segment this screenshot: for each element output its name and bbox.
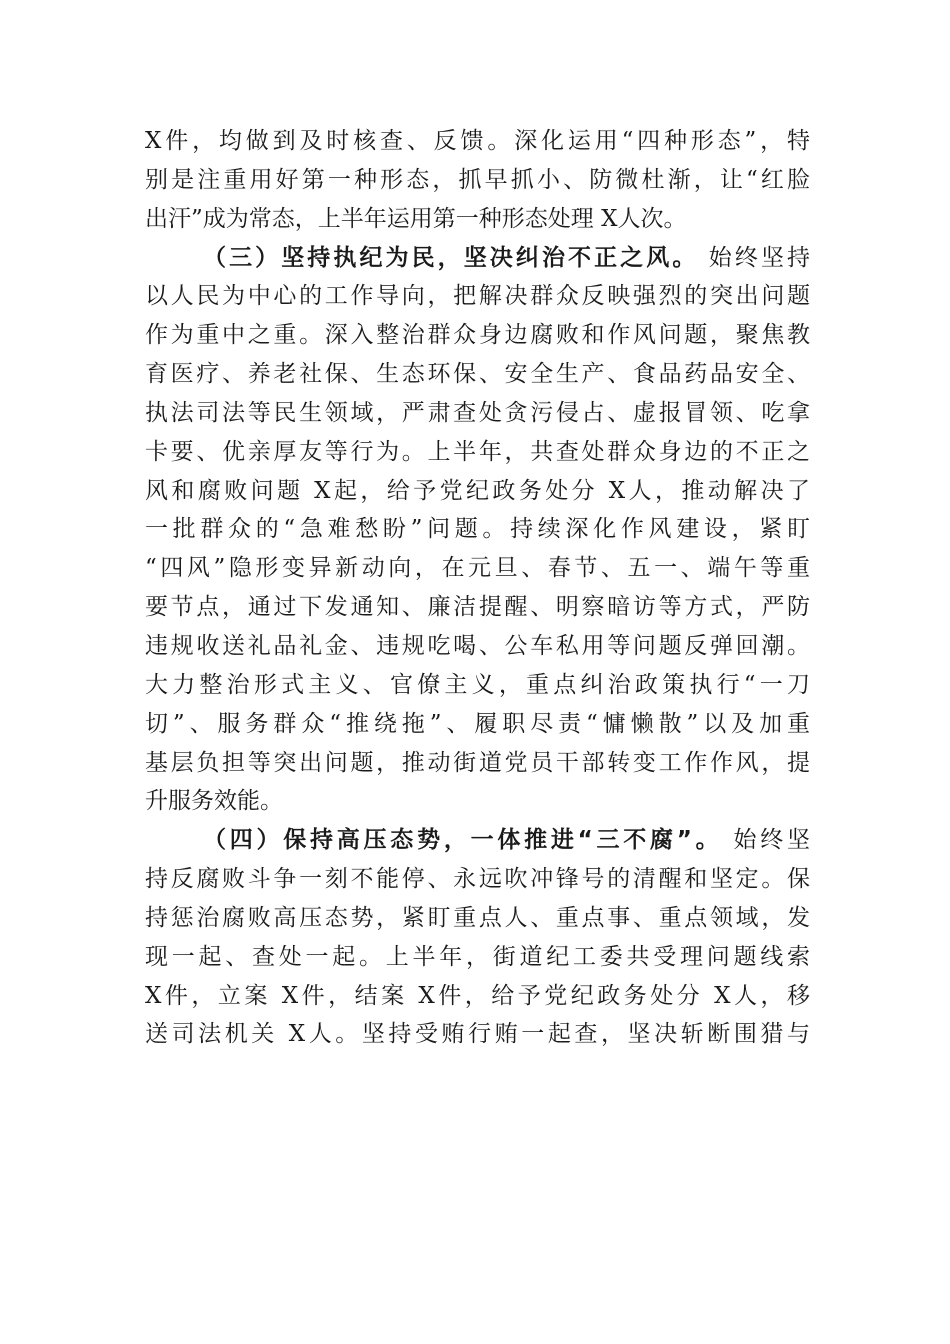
text-line: 送司法机关 X人。坚持受贿行贿一起查，坚决斩断围猎与 [145, 1021, 810, 1048]
paragraph-continuation [145, 122, 810, 239]
text-line: 以人民为中心的工作导向，把解决群众反映强烈的突出问题 [145, 283, 810, 310]
text-line: 出汗”成为常态，上半年运用第一种形态处理 X人次。 [145, 205, 687, 232]
section-heading: （四）保持高压态势，一体推进“三不腐”。 [203, 827, 723, 854]
section-first-line [145, 239, 810, 278]
section-first-line [145, 821, 810, 860]
section-heading: （三）坚持执纪为民，坚决纠治不正之风。 [203, 244, 699, 271]
text-line: “四风”隐形变异新动向，在元旦、春节、五一、端午等重 [145, 555, 810, 582]
text-line: 风和腐败问题 X起，给予党纪政务处分 X人，推动解决了 [145, 477, 810, 504]
text-line: 现一起、查处一起。上半年，街道纪工委共受理问题线索 [145, 943, 810, 970]
text-line: 违规收送礼品礼金、违规吃喝、公车私用等问题反弹回潮。 [145, 632, 810, 659]
text-line: 一批群众的“急难愁盼”问题。持续深化作风建设，紧盯 [145, 516, 810, 543]
text-fragment: 始终坚持 [708, 244, 810, 271]
text-line: 卡要、优亲厚友等行为。上半年，共查处群众身边的不正之 [145, 438, 810, 465]
text-line: X件，均做到及时核查、反馈。深化运用“四种形态”，特 [145, 128, 810, 154]
paragraph-section-4 [145, 821, 810, 1054]
text-line: 持惩治腐败高压态势，紧盯重点人、重点事、重点领域，发 [145, 904, 810, 931]
text-line: 执法司法等民生领域，严肃查处贪污侵占、虚报冒领、吃拿 [145, 399, 810, 426]
text-line: 要节点，通过下发通知、廉洁提醒、明察暗访等方式，严防 [145, 594, 810, 621]
text-line: 大力整治形式主义、官僚主义，重点纠治政策执行“一刀 [145, 671, 810, 698]
text-line: 作为重中之重。深入整治群众身边腐败和作风问题，聚焦教 [145, 322, 810, 349]
text-line: 基层负担等突出问题，推动街道党员干部转变工作作风，提 [145, 749, 810, 776]
document-page [145, 122, 810, 1054]
text-fragment: 始终坚 [733, 827, 810, 854]
text-line: 升服务效能。 [145, 788, 283, 815]
text-line: 育医疗、养老社保、生态环保、安全生产、食品药品安全、 [145, 361, 810, 388]
paragraph-section-3 [145, 239, 810, 822]
text-line: X件，立案 X件，结案 X件，给予党纪政务处分 X人，移 [145, 982, 810, 1009]
text-line: 切”、服务群众“推绕拖”、履职尽责“慵懒散”以及加重 [145, 710, 810, 737]
text-line: 持反腐败斗争一刻不能停、永远吹冲锋号的清醒和坚定。保 [145, 866, 810, 893]
text-line: 别是注重用好第一种形态，抓早抓小、防微杜渐，让“红脸 [145, 166, 810, 193]
